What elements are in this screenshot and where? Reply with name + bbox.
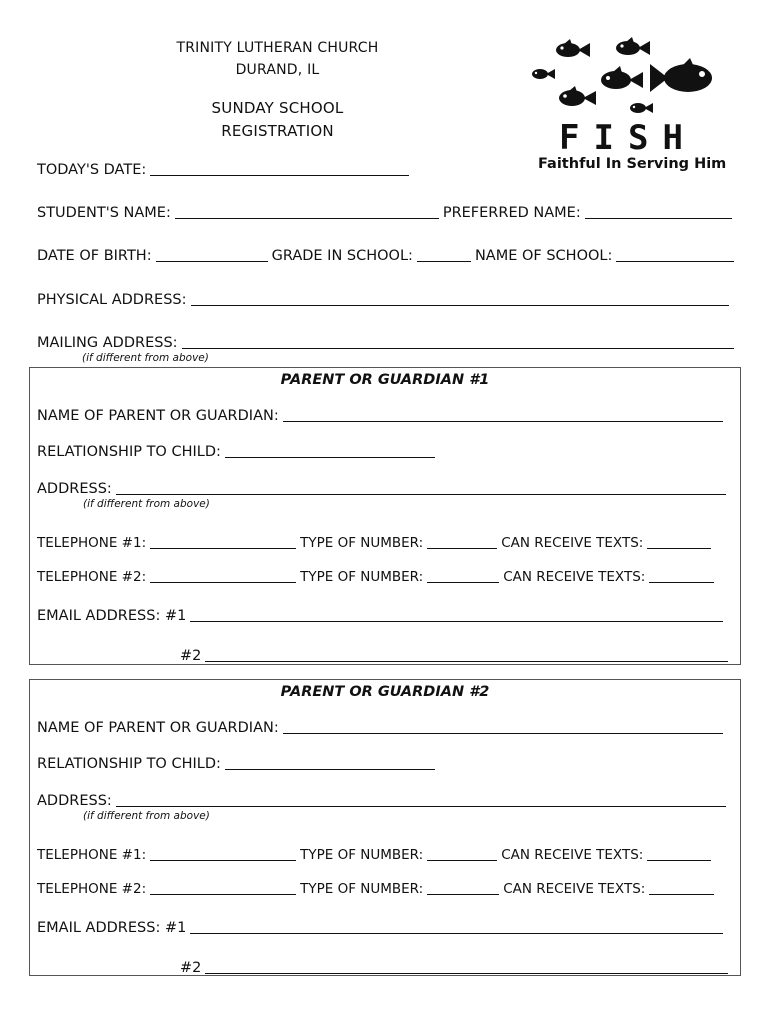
todays-date-label: TODAY'S DATE: — [37, 162, 147, 178]
form-title-line-2: REGISTRATION — [221, 122, 334, 140]
mailing-address-row — [37, 331, 734, 351]
guardian-1-relationship-field[interactable] — [225, 443, 435, 458]
mailing-address-field[interactable] — [182, 334, 734, 349]
physical-address-label: PHYSICAL ADDRESS: — [37, 292, 187, 308]
guardian-1-texts-1-field[interactable] — [647, 534, 711, 549]
grade-in-school-label: GRADE IN SCHOOL: — [271, 248, 413, 264]
guardian-2-address-field[interactable] — [116, 792, 726, 807]
guardian-2-telephone-2-label: TELEPHONE #2: — [37, 881, 147, 897]
guardian-2-name-row — [37, 716, 723, 736]
fish-icon — [528, 30, 738, 120]
guardian-1-address-label: ADDRESS: — [37, 481, 112, 497]
mailing-address-note: (if different from above) — [82, 352, 209, 364]
guardian-2-type-1-field[interactable] — [427, 846, 497, 861]
date-of-birth-field[interactable] — [156, 247, 268, 262]
todays-date-field[interactable] — [150, 161, 409, 176]
form-title-line-1: SUNDAY SCHOOL — [211, 99, 344, 117]
guardian-1-type-2-label: TYPE OF NUMBER: — [300, 569, 424, 585]
guardian-2-address-row — [37, 789, 726, 809]
guardian-2-email-2-row — [180, 956, 728, 976]
guardian-1-texts-1-label: CAN RECEIVE TEXTS: — [501, 535, 644, 551]
guardian-1-telephone-2-label: TELEPHONE #2: — [37, 569, 147, 585]
guardian-1-relationship-label: RELATIONSHIP TO CHILD: — [37, 444, 221, 460]
guardian-1-type-1-field[interactable] — [427, 534, 497, 549]
guardian-2-telephone-1-row — [37, 843, 711, 863]
guardian-1-address-row — [37, 477, 726, 497]
guardian-2-relationship-label: RELATIONSHIP TO CHILD: — [37, 756, 221, 772]
mailing-address-label: MAILING ADDRESS: — [37, 335, 178, 351]
guardian-2-email-label: EMAIL ADDRESS: #1 — [37, 920, 187, 936]
guardian-1-email-2-field[interactable] — [205, 647, 728, 662]
guardian-1-telephone-2-field[interactable] — [150, 568, 296, 583]
guardian-1-email-label: EMAIL ADDRESS: #1 — [37, 608, 187, 624]
student-name-field[interactable] — [175, 204, 439, 219]
guardian-2-section — [29, 679, 741, 976]
student-name-row — [37, 201, 732, 221]
guardian-2-email-2-field[interactable] — [205, 959, 728, 974]
guardian-1-texts-2-field[interactable] — [649, 568, 714, 583]
guardian-1-section — [29, 367, 741, 665]
guardian-2-type-2-label: TYPE OF NUMBER: — [300, 881, 424, 897]
guardian-1-email-2-label: #2 — [180, 648, 202, 664]
logo-tagline: Faithful In Serving Him — [538, 156, 727, 172]
guardian-1-address-note: (if different from above) — [83, 498, 210, 510]
guardian-2-address-label: ADDRESS: — [37, 793, 112, 809]
guardian-2-type-2-field[interactable] — [427, 880, 499, 895]
guardian-2-email-field[interactable] — [190, 919, 723, 934]
guardian-1-type-2-field[interactable] — [427, 568, 499, 583]
name-of-school-label: NAME OF SCHOOL: — [474, 248, 613, 264]
guardian-2-email-2-label: #2 — [180, 960, 202, 976]
physical-address-row — [37, 288, 729, 308]
guardian-1-name-field[interactable] — [283, 407, 723, 422]
preferred-name-label: PREFERRED NAME: — [442, 205, 581, 221]
guardian-1-telephone-1-label: TELEPHONE #1: — [37, 535, 147, 551]
guardian-2-address-note: (if different from above) — [83, 810, 210, 822]
guardian-2-telephone-2-field[interactable] — [150, 880, 296, 895]
guardian-2-name-label: NAME OF PARENT OR GUARDIAN: — [37, 720, 279, 736]
guardian-2-texts-1-label: CAN RECEIVE TEXTS: — [501, 847, 644, 863]
guardian-1-email-2-row — [180, 644, 728, 664]
physical-address-field[interactable] — [191, 291, 730, 306]
church-name: TRINITY LUTHERAN CHURCH — [176, 40, 379, 56]
todays-date-row — [37, 158, 409, 178]
student-name-label: STUDENT'S NAME: — [37, 205, 171, 221]
guardian-2-title: PARENT OR GUARDIAN #2 — [280, 684, 490, 700]
guardian-1-name-row — [37, 404, 723, 424]
guardian-2-telephone-2-row — [37, 877, 714, 897]
guardian-2-texts-2-label: CAN RECEIVE TEXTS: — [503, 881, 646, 897]
guardian-2-relationship-row — [37, 752, 435, 772]
fish-logo — [528, 30, 738, 180]
guardian-1-telephone-1-field[interactable] — [150, 534, 296, 549]
guardian-2-email-row — [37, 916, 723, 936]
guardian-1-title: PARENT OR GUARDIAN #1 — [280, 372, 490, 388]
guardian-2-type-1-label: TYPE OF NUMBER: — [300, 847, 424, 863]
guardian-1-email-row — [37, 604, 723, 624]
preferred-name-field[interactable] — [585, 204, 732, 219]
logo-word: FISH — [559, 118, 697, 158]
guardian-1-telephone-1-row — [37, 531, 711, 551]
birth-grade-school-row — [37, 244, 734, 264]
guardian-1-relationship-row — [37, 440, 435, 460]
church-location: DURAND, IL — [235, 62, 320, 78]
guardian-2-texts-1-field[interactable] — [647, 846, 711, 861]
guardian-2-relationship-field[interactable] — [225, 755, 435, 770]
guardian-1-address-field[interactable] — [116, 480, 726, 495]
guardian-1-texts-2-label: CAN RECEIVE TEXTS: — [503, 569, 646, 585]
grade-in-school-field[interactable] — [417, 247, 471, 262]
guardian-2-telephone-1-label: TELEPHONE #1: — [37, 847, 147, 863]
date-of-birth-label: DATE OF BIRTH: — [37, 248, 152, 264]
guardian-2-telephone-1-field[interactable] — [150, 846, 296, 861]
guardian-1-telephone-2-row — [37, 565, 714, 585]
guardian-1-name-label: NAME OF PARENT OR GUARDIAN: — [37, 408, 279, 424]
name-of-school-field[interactable] — [616, 247, 734, 262]
guardian-2-name-field[interactable] — [283, 719, 723, 734]
guardian-1-email-field[interactable] — [190, 607, 723, 622]
guardian-2-texts-2-field[interactable] — [649, 880, 714, 895]
guardian-1-type-1-label: TYPE OF NUMBER: — [300, 535, 424, 551]
